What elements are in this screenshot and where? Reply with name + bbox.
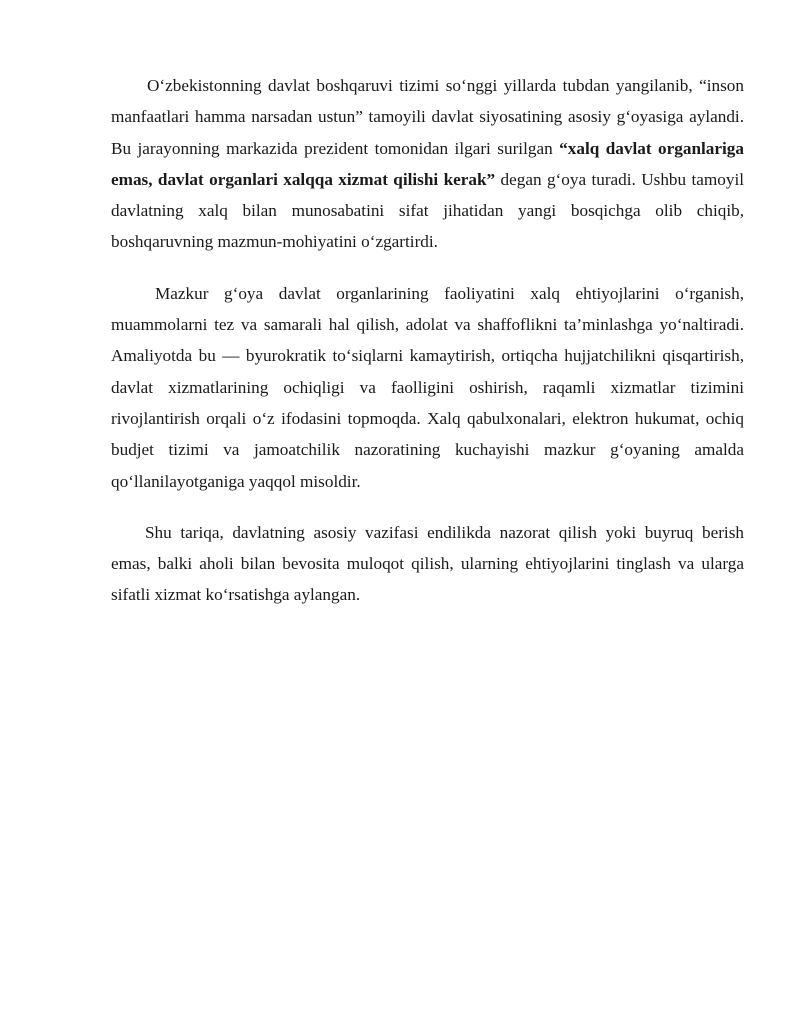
paragraph-1-text-start: O‘zbekistonning davlat boshqaruvi tizimi so‘nggi yillarda tubdan yangilanib, “inson manfaatlari hamma narsadan ustun” tamoyili davlat siyosatining asosiy g‘oyasiga aylandi. Bu jarayonning markazida prezident tomonidan ilgari surilgan xyxy=(111,76,744,158)
paragraph-3: Shu tariqa, davlatning asosiy vazifasi endilikda nazorat qilish yoki buyruq berish emas, balki aholi bilan bevosita muloqot qilish, ularning ehtiyojlarini tinglash va ularga sifatli xizmat ko‘rsatishga aylangan. xyxy=(111,522,744,605)
paragraph-1-bold-quote: “xalq davlat organlariga emas, davlat organlari xalqqa xizmat qilishi kerak” xyxy=(111,138,744,189)
paragraph-1-text-end: degan g‘oya turadi. Ushbu tamoyil davlatning xalq bilan munosabatini sifat jihatidan yangi bosqichga olib chiqib, boshqaruvning mazmun-mohiyatini o‘zgartirdi. xyxy=(111,169,744,252)
paragraph-2: Mazkur g‘oya davlat organlarining faoliyatini xalq ehtiyojlarini o‘rganish, muammolarni tez va samarali hal qilish, adolat va shaffoflikni ta’minlashga yo‘naltiradi. Amaliyotda bu — byurokratik to‘siqlarni kamaytirish, ortiqcha hujjatchilikni qisqartirish, davlat xizmatlarining ochiqligi va faolligini oshirish, raqamli xizmatlar tizimini rivojlantirish orqali o‘z ifodasini topmoqda. Xalq qabulxonalari, elektron hukumat, ochiq budjet tizimi va jamoatchilik nazoratining kuchayishi mazkur g‘oyaning amalda qo‘llanilayotganiga yaqqol misoldir. xyxy=(111,283,744,491)
document-body xyxy=(111,70,744,611)
paragraph-1 xyxy=(111,70,744,258)
